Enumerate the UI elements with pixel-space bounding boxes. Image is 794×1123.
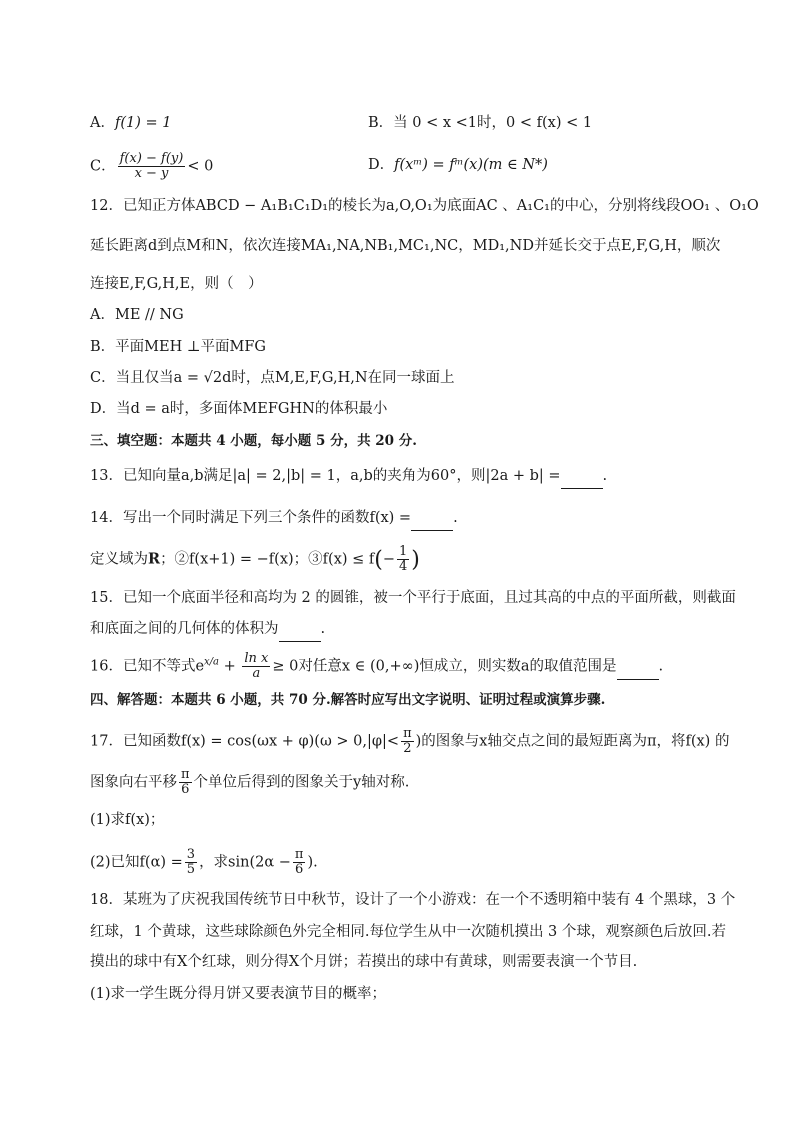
q17-line-1 xyxy=(90,726,730,756)
question-text: 16．已知不等式e xyxy=(90,658,205,675)
q12-option-a: A．ME // NG xyxy=(90,307,184,323)
condition-text: ；②f(x+1) = −f(x)；③f(x) ≤ f xyxy=(160,551,375,568)
q17-part-1: (1)求f(x)； xyxy=(90,812,165,828)
fraction-numerator: f(x) − f(y) xyxy=(119,151,184,166)
punctuation: . xyxy=(658,658,664,675)
q14 xyxy=(90,508,704,531)
q12-option-c: C．当且仅当a = √2d时，点M,E,F,G,H,N在同一球面上 xyxy=(90,370,455,386)
fraction xyxy=(397,545,409,574)
punctuation: . xyxy=(320,621,326,637)
q11-option-d xyxy=(368,155,548,175)
q12-option-d: D．当d = a时，多面体MEFGHN的体积最小 xyxy=(90,401,388,417)
math-expression: f(xᵐ) = fᵐ(x)(m ∈ N*) xyxy=(394,157,548,173)
fraction xyxy=(118,152,186,181)
fraction-denominator: 6 xyxy=(181,782,190,797)
section-4-heading: 四、解答题：本题共 6 小题，共 70 分.解答时应写出文字说明、证明过程或演算步骤. xyxy=(90,692,606,708)
fraction-numerator: ln x xyxy=(244,651,269,666)
q18-line-2: 红球，1 个黄球，这些球除颜色外完全相同.每位学生从中一次随机摸出 3 个球，观察颜色后放回.若 xyxy=(90,924,726,940)
q16 xyxy=(90,652,704,681)
real-numbers-symbol: R xyxy=(148,550,161,568)
fraction-numerator: π xyxy=(181,767,190,782)
answer-blank xyxy=(411,510,453,531)
q18-line-3: 摸出的球中有X个红球，则分得X个月饼；若摸出的球中有黄球，则需要表演一个节目. xyxy=(90,954,638,970)
right-paren: ) xyxy=(411,547,420,573)
question-text: 13．已知向量a,b满足|a| = 2,|b| = 1，a,b的夹角为60°，则|2a + b| = xyxy=(90,468,561,484)
question-text: 个单位后得到的图象关于y轴对称. xyxy=(193,774,410,791)
fraction-denominator: 5 xyxy=(186,862,196,877)
option-letter: D． xyxy=(368,157,395,173)
question-text: 14．写出一个同时满足下列三个条件的函数f(x) = xyxy=(90,510,412,526)
answer-blank xyxy=(617,659,659,680)
question-text: 和底面之间的几何体的体积为 xyxy=(90,621,279,637)
question-text: ≥ 0对任意x ∈ (0,+∞)恒成立，则实数a的取值范围是 xyxy=(272,658,617,675)
q15-line-2 xyxy=(90,619,704,642)
fraction-denominator: x − y xyxy=(134,166,169,181)
exponent: x/a xyxy=(204,656,220,668)
question-text: 17．已知函数f(x) = cos(ωx + φ)(ω > 0,|φ|< xyxy=(90,733,400,750)
fraction-numerator: π xyxy=(294,847,304,862)
math-expression: f(1) = 1 xyxy=(114,115,172,131)
question-text: )的图象与x轴交点之间的最短距离为π，将f(x) 的 xyxy=(415,733,730,750)
question-text: ，求sin(2α − xyxy=(199,854,291,871)
fraction xyxy=(401,727,414,756)
fraction-numerator: 3 xyxy=(186,847,196,862)
question-text: (2)已知f(α) = xyxy=(90,854,183,871)
q12-line-2: 延长距离d到点M和N，依次连接MA₁,NA,NB₁,MC₁,NC，MD₁,ND并延长交于点E,F,G,H，顺次 xyxy=(90,238,721,254)
math-operator: + xyxy=(219,658,241,675)
fraction-denominator: a xyxy=(252,666,261,681)
fraction-numerator: 1 xyxy=(399,544,408,559)
answer-blank xyxy=(561,468,603,489)
q13 xyxy=(90,466,704,489)
condition-text: 定义域为 xyxy=(90,551,148,568)
q12-option-b: B．平面MEH ⊥平面MFG xyxy=(90,339,266,355)
q12-line-3: 连接E,F,G,H,E，则（ ） xyxy=(90,276,263,292)
punctuation: ). xyxy=(307,854,318,871)
fraction-numerator: π xyxy=(403,726,412,741)
q15-line-1: 15．已知一个底面半径和高均为 2 的圆锥，被一个平行于底面，且过其高的中点的平面所截，则截面 xyxy=(90,590,736,606)
q17-line-2 xyxy=(90,768,704,797)
option-letter: C． xyxy=(90,158,116,175)
answer-blank xyxy=(279,621,321,642)
q18-line-1: 18．某班为了庆祝我国传统节日中秋节，设计了一个小游戏：在一个不透明箱中装有 4 个黑球，3 个 xyxy=(90,892,736,908)
fraction xyxy=(293,848,306,877)
punctuation: . xyxy=(602,468,608,484)
q11-option-b: B．当 0 < x <1时，0 < f(x) < 1 xyxy=(368,115,593,131)
question-text: 图象向右平移 xyxy=(90,774,177,791)
section-3-heading: 三、填空题：本题共 4 小题，每小题 5 分，共 20 分. xyxy=(90,433,417,449)
math-expression: < 0 xyxy=(187,158,214,175)
q17-part-2 xyxy=(90,848,704,877)
fraction-denominator: 4 xyxy=(399,559,408,574)
left-paren: ( xyxy=(374,547,383,573)
fraction xyxy=(179,768,192,797)
option-letter: A． xyxy=(90,115,115,131)
punctuation: . xyxy=(453,510,458,526)
fraction xyxy=(242,652,270,681)
fraction-denominator: 6 xyxy=(295,862,304,877)
q18-part-1: (1)求一学生既分得月饼又要表演节目的概率； xyxy=(90,986,387,1002)
fraction xyxy=(185,848,197,877)
fraction-denominator: 2 xyxy=(403,741,412,756)
q14-conditions: 定义域为R；②f(x+1) = −f(x)；③f(x) ≤ f(− $\frac{1}{4}$ ) xyxy=(90,544,420,574)
q12-line-1: 12．已知正方体ABCD − A₁B₁C₁D₁的棱长为a,O,O₁为底面AC 、A₁C₁的中心，分别将线段OO₁ 、O₁O xyxy=(90,198,759,214)
